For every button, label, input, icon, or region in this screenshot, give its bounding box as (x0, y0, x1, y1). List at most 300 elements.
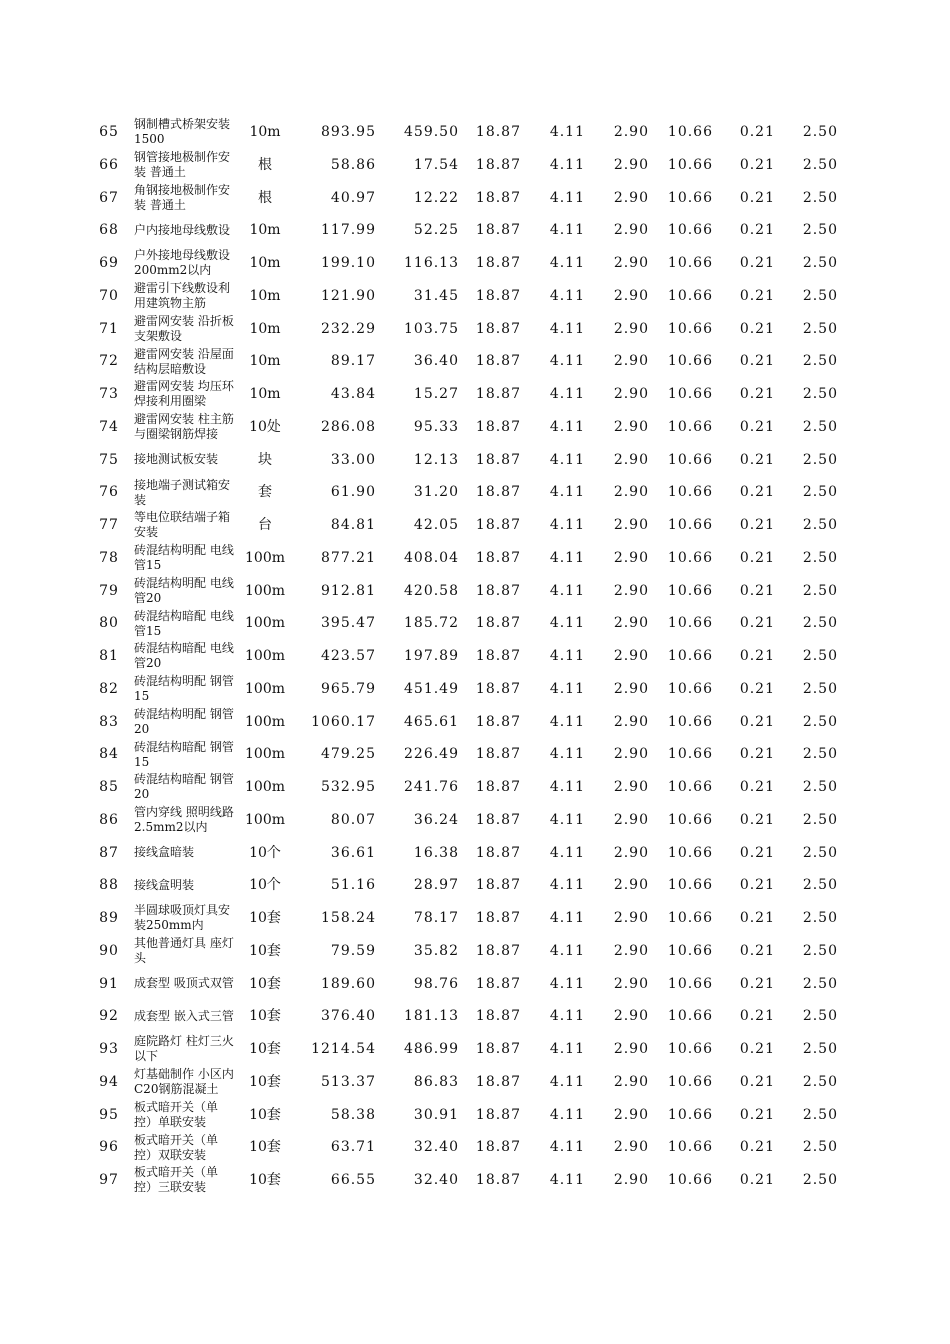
table-row (0, 935, 950, 968)
value-col-3: 18.87 (475, 222, 521, 239)
value-col-6: 10.66 (667, 353, 713, 370)
value-col-5: 2.90 (613, 1172, 649, 1188)
item-unit: 10个 (249, 877, 281, 894)
value-col-1: 36.61 (330, 844, 376, 861)
item-name: 成套型 嵌入式三管 (134, 1009, 234, 1024)
value-col-4: 4.11 (549, 975, 585, 992)
value-col-2: 459.50 (404, 124, 459, 140)
value-col-6: 10.66 (667, 1106, 713, 1123)
value-col-5: 2.90 (613, 811, 649, 828)
value-col-6: 10.66 (667, 549, 713, 566)
value-col-1: 89.17 (330, 353, 376, 370)
table-row (0, 738, 950, 771)
value-col-4: 4.11 (549, 1139, 585, 1156)
value-col-8: 2.50 (802, 1139, 838, 1156)
table-row (0, 902, 950, 935)
value-col-2: 16.38 (413, 844, 459, 861)
value-col-4: 4.11 (549, 124, 585, 140)
value-col-3: 18.87 (475, 353, 521, 370)
value-col-6: 10.66 (667, 517, 713, 533)
value-col-8: 2.50 (802, 746, 838, 763)
value-col-4: 4.11 (549, 910, 585, 926)
item-number: 75 (99, 451, 119, 468)
item-unit: 10处 (249, 418, 281, 435)
value-col-8: 2.50 (802, 975, 838, 992)
value-col-5: 2.90 (613, 746, 649, 763)
value-col-8: 2.50 (802, 844, 838, 861)
table-row (0, 280, 950, 313)
table-row (0, 214, 950, 247)
value-col-4: 4.11 (549, 189, 585, 206)
item-unit: 10套 (249, 1008, 281, 1025)
value-col-8: 2.50 (802, 1073, 838, 1090)
value-col-4: 4.11 (549, 648, 585, 664)
value-col-2: 31.20 (413, 484, 459, 501)
value-col-3: 18.87 (475, 844, 521, 861)
value-col-3: 18.87 (475, 910, 521, 926)
value-col-8: 2.50 (802, 942, 838, 959)
value-col-7: 0.21 (739, 942, 775, 959)
item-number: 66 (99, 156, 119, 173)
value-col-6: 10.66 (667, 779, 713, 795)
item-unit: 100m (245, 615, 285, 632)
value-col-6: 10.66 (667, 255, 713, 271)
item-unit: 10m (249, 287, 281, 304)
table-row (0, 313, 950, 346)
item-number: 95 (99, 1106, 119, 1123)
item-number: 77 (99, 517, 119, 533)
value-col-1: 66.55 (330, 1172, 376, 1188)
item-unit: 10套 (249, 1041, 281, 1057)
item-name: 避雷网安装 柱主筋与圈梁钢筋焊接 (134, 412, 234, 442)
value-col-2: 32.40 (413, 1139, 459, 1156)
value-col-5: 2.90 (613, 844, 649, 861)
item-name: 半圆球吸顶灯具安装250mm内 (134, 903, 231, 933)
value-col-6: 10.66 (667, 746, 713, 763)
value-col-4: 4.11 (549, 320, 585, 337)
value-col-8: 2.50 (802, 255, 838, 271)
value-col-8: 2.50 (802, 484, 838, 501)
value-col-3: 18.87 (475, 1172, 521, 1188)
item-number: 82 (99, 680, 119, 697)
value-col-7: 0.21 (739, 517, 775, 533)
value-col-1: 1214.54 (311, 1041, 376, 1057)
value-col-3: 18.87 (475, 517, 521, 533)
item-name: 接地测试板安装 (134, 452, 219, 467)
value-col-3: 18.87 (475, 124, 521, 140)
value-col-5: 2.90 (613, 124, 649, 140)
value-col-6: 10.66 (667, 582, 713, 599)
table-row (0, 345, 950, 378)
value-col-4: 4.11 (549, 713, 585, 730)
value-col-2: 197.89 (404, 648, 459, 664)
item-number: 67 (99, 189, 119, 206)
value-col-1: 158.24 (321, 910, 376, 926)
item-number: 91 (99, 975, 119, 992)
item-name: 庭院路灯 柱灯三火以下 (134, 1034, 234, 1064)
value-col-4: 4.11 (549, 811, 585, 828)
item-unit: 10m (249, 222, 281, 239)
item-name: 砖混结构明配 钢管20 (134, 706, 234, 736)
value-col-7: 0.21 (739, 615, 775, 632)
value-col-7: 0.21 (739, 1008, 775, 1025)
value-col-7: 0.21 (739, 484, 775, 501)
value-col-7: 0.21 (739, 189, 775, 206)
value-col-3: 18.87 (475, 386, 521, 402)
value-col-2: 78.17 (413, 910, 459, 926)
value-col-2: 241.76 (404, 779, 459, 795)
value-col-6: 10.66 (667, 287, 713, 304)
item-number: 85 (99, 779, 119, 795)
value-col-2: 12.13 (413, 451, 459, 468)
value-col-1: 121.90 (321, 287, 376, 304)
value-col-1: 513.37 (321, 1073, 376, 1090)
value-col-1: 40.97 (330, 189, 376, 206)
value-col-1: 376.40 (321, 1008, 376, 1025)
table-row (0, 182, 950, 215)
item-number: 73 (99, 386, 119, 402)
item-unit: 块 (258, 451, 272, 468)
table-row (0, 247, 950, 280)
value-col-6: 10.66 (667, 615, 713, 632)
item-unit: 10m (249, 124, 281, 140)
value-col-1: 912.81 (321, 582, 376, 599)
value-col-6: 10.66 (667, 451, 713, 468)
value-col-7: 0.21 (739, 418, 775, 435)
value-col-5: 2.90 (613, 680, 649, 697)
value-col-5: 2.90 (613, 910, 649, 926)
item-number: 94 (99, 1073, 119, 1090)
item-number: 72 (99, 353, 119, 370)
item-name: 灯基础制作 小区内C20钢筋混凝土 (134, 1067, 234, 1097)
value-col-6: 10.66 (667, 975, 713, 992)
value-col-7: 0.21 (739, 811, 775, 828)
item-name: 避雷网安装 沿屋面结构层暗敷设 (134, 346, 234, 376)
item-name: 成套型 吸顶式双管 (134, 976, 234, 991)
value-col-4: 4.11 (549, 877, 585, 894)
value-col-2: 185.72 (404, 615, 459, 632)
value-col-8: 2.50 (802, 1106, 838, 1123)
value-col-4: 4.11 (549, 746, 585, 763)
value-col-1: 63.71 (330, 1139, 376, 1156)
item-unit: 10m (249, 320, 281, 337)
value-col-5: 2.90 (613, 615, 649, 632)
item-name: 砖混结构明配 电线管15 (134, 543, 234, 573)
value-col-8: 2.50 (802, 648, 838, 664)
value-col-5: 2.90 (613, 549, 649, 566)
value-col-1: 286.08 (321, 418, 376, 435)
item-number: 86 (99, 811, 119, 828)
item-name: 角钢接地极制作安装 普通土 (134, 182, 231, 212)
item-number: 93 (99, 1041, 119, 1057)
value-col-7: 0.21 (739, 746, 775, 763)
table-row (0, 411, 950, 444)
value-col-4: 4.11 (549, 680, 585, 697)
item-unit: 10个 (249, 844, 281, 861)
value-col-4: 4.11 (549, 1073, 585, 1090)
value-col-8: 2.50 (802, 779, 838, 795)
value-col-2: 31.45 (413, 287, 459, 304)
value-col-1: 232.29 (321, 320, 376, 337)
value-col-4: 4.11 (549, 779, 585, 795)
item-number: 84 (99, 746, 119, 763)
item-unit: 10套 (249, 975, 281, 992)
value-col-6: 10.66 (667, 811, 713, 828)
value-col-6: 10.66 (667, 1172, 713, 1188)
value-col-5: 2.90 (613, 779, 649, 795)
value-col-5: 2.90 (613, 451, 649, 468)
item-name: 钢管接地极制作安装 普通土 (134, 150, 231, 180)
value-col-3: 18.87 (475, 320, 521, 337)
value-col-4: 4.11 (549, 222, 585, 239)
value-col-3: 18.87 (475, 680, 521, 697)
value-col-1: 395.47 (321, 615, 376, 632)
value-col-1: 33.00 (330, 451, 376, 468)
item-unit: 100m (245, 549, 285, 566)
value-col-2: 86.83 (413, 1073, 459, 1090)
table-row (0, 509, 950, 542)
value-col-4: 4.11 (549, 844, 585, 861)
item-name: 接地端子测试箱安装 (134, 477, 231, 507)
value-col-2: 95.33 (413, 418, 459, 435)
item-number: 78 (99, 549, 119, 566)
value-col-3: 18.87 (475, 156, 521, 173)
value-col-1: 532.95 (321, 779, 376, 795)
value-col-2: 116.13 (404, 255, 459, 271)
value-col-2: 451.49 (404, 680, 459, 697)
value-col-7: 0.21 (739, 386, 775, 402)
value-col-7: 0.21 (739, 975, 775, 992)
item-unit: 10m (249, 386, 281, 402)
value-col-3: 18.87 (475, 1041, 521, 1057)
value-col-3: 18.87 (475, 1073, 521, 1090)
value-col-6: 10.66 (667, 1139, 713, 1156)
value-col-3: 18.87 (475, 189, 521, 206)
table-row (0, 116, 950, 149)
data-table (0, 116, 950, 1197)
value-col-7: 0.21 (739, 1041, 775, 1057)
value-col-3: 18.87 (475, 877, 521, 894)
item-name: 板式暗开关（单控）双联安装 (134, 1132, 219, 1162)
value-col-5: 2.90 (613, 1073, 649, 1090)
value-col-5: 2.90 (613, 189, 649, 206)
value-col-7: 0.21 (739, 124, 775, 140)
table-row (0, 804, 950, 837)
item-unit: 10套 (249, 1139, 281, 1156)
item-unit: 10m (249, 255, 281, 271)
value-col-1: 80.07 (330, 811, 376, 828)
value-col-1: 479.25 (321, 746, 376, 763)
item-name: 等电位联结端子箱安装 (134, 510, 231, 540)
item-unit: 100m (245, 680, 285, 697)
item-unit: 100m (245, 779, 285, 795)
value-col-1: 58.86 (330, 156, 376, 173)
value-col-7: 0.21 (739, 877, 775, 894)
item-name: 砖混结构暗配 电线管15 (134, 608, 234, 638)
value-col-5: 2.90 (613, 386, 649, 402)
value-col-5: 2.90 (613, 156, 649, 173)
value-col-6: 10.66 (667, 648, 713, 664)
item-name: 砖混结构明配 电线管20 (134, 575, 234, 605)
value-col-1: 877.21 (321, 549, 376, 566)
item-unit: 10m (249, 353, 281, 370)
value-col-5: 2.90 (613, 877, 649, 894)
value-col-4: 4.11 (549, 1106, 585, 1123)
value-col-7: 0.21 (739, 779, 775, 795)
value-col-4: 4.11 (549, 451, 585, 468)
value-col-8: 2.50 (802, 680, 838, 697)
item-unit: 100m (245, 713, 285, 730)
value-col-6: 10.66 (667, 680, 713, 697)
value-col-5: 2.90 (613, 353, 649, 370)
value-col-6: 10.66 (667, 124, 713, 140)
table-row (0, 444, 950, 477)
value-col-8: 2.50 (802, 811, 838, 828)
value-col-1: 199.10 (321, 255, 376, 271)
table-row (0, 771, 950, 804)
value-col-4: 4.11 (549, 418, 585, 435)
value-col-7: 0.21 (739, 1139, 775, 1156)
value-col-1: 189.60 (321, 975, 376, 992)
item-unit: 10套 (249, 1106, 281, 1123)
item-number: 68 (99, 222, 119, 239)
item-name: 板式暗开关（单控）三联安装 (134, 1165, 219, 1195)
item-unit: 10套 (249, 910, 281, 926)
value-col-8: 2.50 (802, 1041, 838, 1057)
value-col-4: 4.11 (549, 255, 585, 271)
value-col-2: 226.49 (404, 746, 459, 763)
item-name: 管内穿线 照明线路2.5mm2以内 (134, 805, 234, 835)
item-name: 砖混结构明配 钢管15 (134, 674, 234, 704)
value-col-7: 0.21 (739, 287, 775, 304)
item-number: 79 (99, 582, 119, 599)
value-col-8: 2.50 (802, 1008, 838, 1025)
item-name: 避雷网安装 沿折板支架敷设 (134, 313, 234, 343)
value-col-7: 0.21 (739, 549, 775, 566)
table-row (0, 640, 950, 673)
value-col-4: 4.11 (549, 942, 585, 959)
value-col-2: 28.97 (413, 877, 459, 894)
value-col-4: 4.11 (549, 549, 585, 566)
value-col-6: 10.66 (667, 877, 713, 894)
value-col-2: 98.76 (413, 975, 459, 992)
item-number: 92 (99, 1008, 119, 1025)
value-col-1: 965.79 (321, 680, 376, 697)
item-unit: 10套 (249, 942, 281, 959)
value-col-8: 2.50 (802, 386, 838, 402)
item-number: 69 (99, 255, 119, 271)
value-col-4: 4.11 (549, 1041, 585, 1057)
value-col-6: 10.66 (667, 910, 713, 926)
value-col-7: 0.21 (739, 648, 775, 664)
table-row (0, 1000, 950, 1033)
value-col-2: 420.58 (404, 582, 459, 599)
value-col-5: 2.90 (613, 582, 649, 599)
value-col-8: 2.50 (802, 549, 838, 566)
table-row (0, 1131, 950, 1164)
item-unit: 100m (245, 648, 285, 664)
value-col-2: 36.40 (413, 353, 459, 370)
value-col-7: 0.21 (739, 1106, 775, 1123)
value-col-5: 2.90 (613, 1139, 649, 1156)
value-col-6: 10.66 (667, 1041, 713, 1057)
value-col-4: 4.11 (549, 386, 585, 402)
item-name: 砖混结构暗配 钢管20 (134, 772, 234, 802)
value-col-7: 0.21 (739, 1172, 775, 1188)
item-number: 90 (99, 942, 119, 959)
item-number: 81 (99, 648, 119, 664)
value-col-5: 2.90 (613, 942, 649, 959)
table-row (0, 1164, 950, 1197)
value-col-6: 10.66 (667, 222, 713, 239)
item-name: 板式暗开关（单控）单联安装 (134, 1099, 219, 1129)
item-unit: 100m (245, 582, 285, 599)
item-number: 70 (99, 287, 119, 304)
item-number: 83 (99, 713, 119, 730)
value-col-8: 2.50 (802, 353, 838, 370)
value-col-6: 10.66 (667, 1073, 713, 1090)
item-number: 71 (99, 320, 119, 337)
value-col-8: 2.50 (802, 910, 838, 926)
table-row (0, 149, 950, 182)
value-col-5: 2.90 (613, 1008, 649, 1025)
value-col-2: 35.82 (413, 942, 459, 959)
value-col-1: 84.81 (330, 517, 376, 533)
table-row (0, 706, 950, 739)
value-col-5: 2.90 (613, 222, 649, 239)
item-name: 避雷引下线敷设利用建筑物主筋 (134, 281, 231, 311)
value-col-7: 0.21 (739, 353, 775, 370)
item-number: 88 (99, 877, 119, 894)
item-name: 户内接地母线敷设 (134, 223, 231, 238)
item-number: 65 (99, 124, 119, 140)
value-col-2: 42.05 (413, 517, 459, 533)
value-col-4: 4.11 (549, 1008, 585, 1025)
value-col-4: 4.11 (549, 287, 585, 304)
value-col-3: 18.87 (475, 287, 521, 304)
value-col-5: 2.90 (613, 320, 649, 337)
item-name: 避雷网安装 均压环焊接利用圈梁 (134, 379, 234, 409)
value-col-4: 4.11 (549, 517, 585, 533)
table-row (0, 673, 950, 706)
value-col-5: 2.90 (613, 418, 649, 435)
value-col-5: 2.90 (613, 255, 649, 271)
value-col-8: 2.50 (802, 418, 838, 435)
value-col-3: 18.87 (475, 1008, 521, 1025)
table-row (0, 575, 950, 608)
value-col-2: 36.24 (413, 811, 459, 828)
table-row (0, 607, 950, 640)
value-col-2: 32.40 (413, 1172, 459, 1188)
value-col-7: 0.21 (739, 156, 775, 173)
value-col-3: 18.87 (475, 648, 521, 664)
item-number: 74 (99, 418, 119, 435)
value-col-5: 2.90 (613, 484, 649, 501)
value-col-6: 10.66 (667, 189, 713, 206)
item-name: 砖混结构暗配 电线管20 (134, 641, 234, 671)
value-col-2: 15.27 (413, 386, 459, 402)
value-col-5: 2.90 (613, 517, 649, 533)
table-row (0, 968, 950, 1001)
table-row (0, 1099, 950, 1132)
value-col-1: 423.57 (321, 648, 376, 664)
value-col-6: 10.66 (667, 1008, 713, 1025)
value-col-1: 51.16 (330, 877, 376, 894)
value-col-4: 4.11 (549, 156, 585, 173)
value-col-5: 2.90 (613, 1041, 649, 1057)
value-col-6: 10.66 (667, 156, 713, 173)
value-col-1: 58.38 (330, 1106, 376, 1123)
